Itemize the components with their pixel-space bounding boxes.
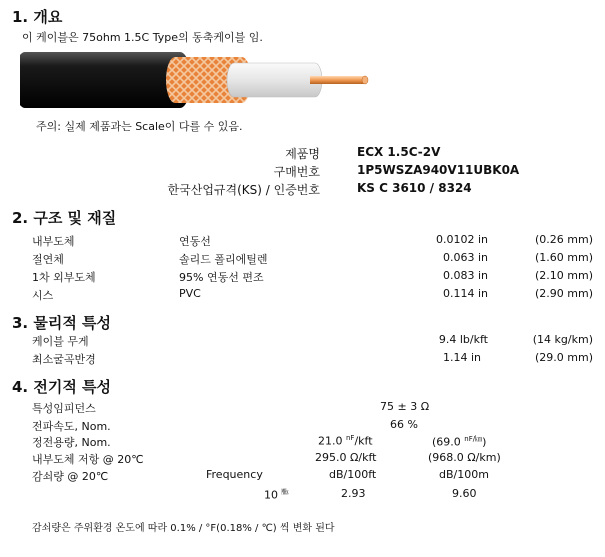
structure-row-name: 1차 외부도체 [32, 271, 96, 284]
structure-row-mm: (1.60 mm) [534, 251, 593, 264]
product-name-label: 제품명 [285, 147, 320, 161]
cable-jacket [20, 52, 191, 108]
attenuation-frequency: 10 ㎒ [264, 488, 289, 502]
structure-heading: 2. 구조 및 재질 [12, 209, 117, 227]
standard-label: 한국산업규격(KS) / 인증번호 [167, 183, 320, 197]
bend-radius-label: 최소굴곡반경 [32, 353, 96, 366]
structure-row-mm: (0.26 mm) [534, 233, 593, 246]
overview-description: 이 케이블은 75ohm 1.5C Type의 동축케이블 임. [22, 31, 263, 44]
cable-weight-imperial: 9.4 lb/kft [438, 333, 488, 346]
scale-note: 주의: 실제 제품과는 Scale이 다를 수 있음. [36, 120, 243, 133]
structure-row-name: 내부도체 [32, 235, 75, 248]
purchase-number-label: 구매번호 [273, 165, 320, 179]
attenuation-footnote: 감쇠량은 주위환경 온도에 따라 0.1% / °F(0.18% / ℃) 씩 변화 된다 [32, 523, 335, 534]
impedance-value: 75 ± 3 Ω [380, 400, 430, 413]
bend-radius-metric: (29.0 mm) [534, 351, 593, 364]
structure-row-mm: (2.90 mm) [534, 287, 593, 300]
cable-inner-conductor [310, 76, 368, 84]
purchase-number-value: 1P5WSZA940V11UBK0A [357, 163, 520, 177]
capacitance-imperial: 21.0 $^{nF}$/kft [318, 434, 373, 448]
capacitance-label: 정전용량, Nom. [32, 436, 111, 449]
frequency-header: Frequency [206, 468, 263, 481]
structure-row-material: 연동선 [179, 235, 211, 248]
resistance-imperial: 295.0 Ω/kft [315, 451, 377, 464]
velocity-value: 66 % [390, 418, 418, 431]
attenuation-value-metric: 9.60 [452, 487, 477, 500]
impedance-label: 특성임피던스 [32, 402, 96, 415]
capacitance-metric: (69.0 $^{nF/㎞}$) [432, 435, 487, 449]
structure-row-name: 시스 [32, 289, 54, 302]
bend-radius-imperial: 1.14 in [442, 351, 481, 364]
attenuation-label: 감쇠량 @ 20℃ [32, 470, 109, 483]
resistance-metric: (968.0 Ω/km) [428, 451, 501, 464]
cable-weight-metric: (14 kg/km) [532, 333, 593, 346]
structure-row-material: 솔리드 폴리에틸렌 [179, 253, 268, 266]
attenuation-col2-header: dB/100m [439, 468, 489, 481]
attenuation-col1-header: dB/100ft [329, 468, 377, 481]
velocity-label: 전파속도, Nom. [32, 420, 111, 433]
structure-row-inch: 0.063 in [442, 251, 488, 264]
product-name-value: ECX 1.5C-2V [357, 145, 441, 159]
cable-dielectric [227, 63, 322, 97]
structure-row-material: PVC [179, 287, 201, 300]
cable-weight-label: 케이블 무게 [32, 335, 89, 348]
standard-value: KS C 3610 / 8324 [357, 181, 472, 195]
overview-heading: 1. 개요 [12, 8, 63, 26]
structure-row-material: 95% 연동선 편조 [179, 271, 264, 284]
structure-row-inch: 0.083 in [442, 269, 488, 282]
structure-row-inch: 0.0102 in [435, 233, 488, 246]
resistance-label: 내부도체 저항 @ 20℃ [32, 453, 144, 466]
attenuation-value-imperial: 2.93 [341, 487, 366, 500]
physical-heading: 3. 물리적 특성 [12, 314, 112, 332]
coax-cable-illustration [20, 46, 370, 114]
electrical-heading: 4. 전기적 특성 [12, 378, 112, 396]
structure-row-mm: (2.10 mm) [534, 269, 593, 282]
structure-row-inch: 0.114 in [442, 287, 488, 300]
structure-row-name: 절연체 [32, 253, 64, 266]
